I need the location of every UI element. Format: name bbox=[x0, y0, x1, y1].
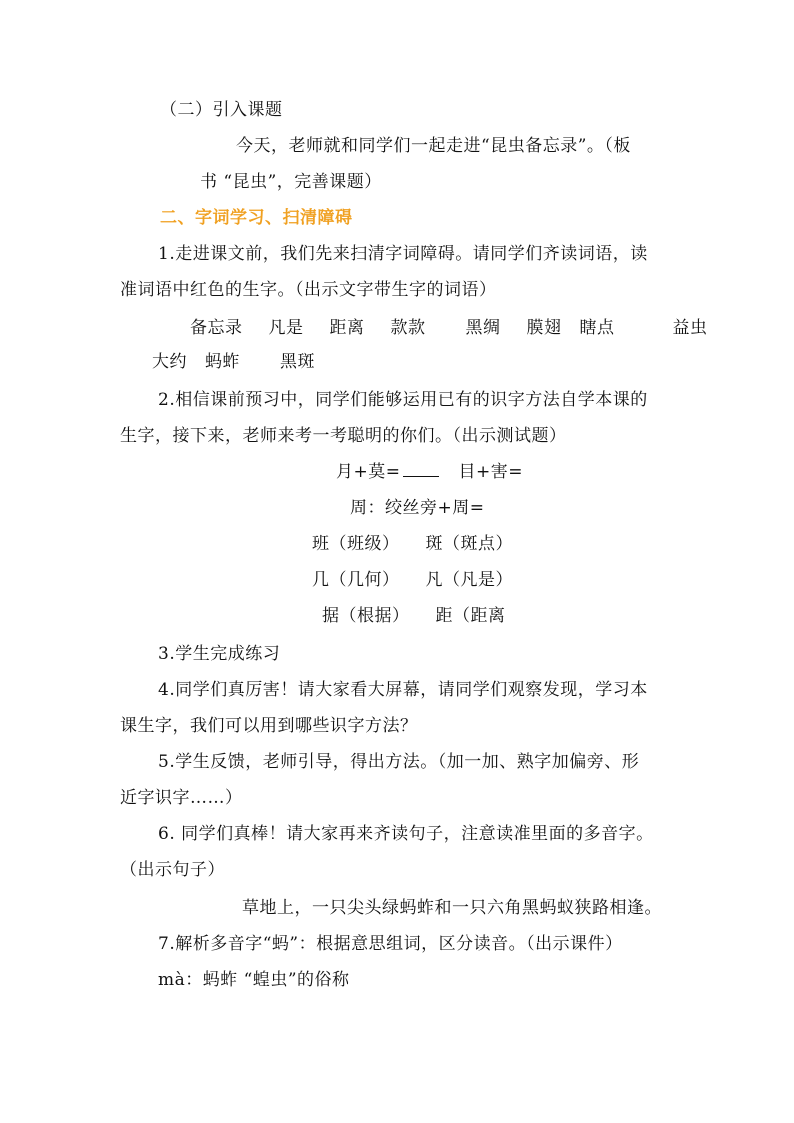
test-question: 月+莫= bbox=[336, 462, 401, 482]
item1-line2: 准词语中红色的生字。（出示文字带生字的词语） bbox=[120, 280, 497, 300]
test-line-4 bbox=[312, 568, 513, 592]
vocab-row-2 bbox=[152, 350, 315, 374]
example-sentence: 草地上，一只尖头绿蚂蚱和一只六角黑蚂蚁狭路相逢。 bbox=[242, 898, 662, 918]
item6-line2: （出示句子） bbox=[120, 860, 225, 880]
item7-pinyin: mà：蚂蚱 “蝗虫”的俗称 bbox=[158, 970, 350, 990]
item4-line1: 4.同学们真厉害！请大家看大屏幕，请同学们观察发现，学习本 bbox=[158, 680, 648, 700]
intro-paragraph-line1: 今天，老师就和同学们一起走进“昆虫备忘录”。（板 bbox=[236, 136, 631, 156]
test-line-2: 周：绞丝旁+周= bbox=[350, 498, 485, 518]
test-line-5 bbox=[322, 604, 506, 628]
item7: 7.解析多音字“蚂”：根据意思组词，区分读音。（出示课件） bbox=[158, 934, 623, 954]
vocab-word: 黑斑 bbox=[280, 352, 315, 372]
item2-line2: 生字，接下来，老师来考一考聪明的你们。（出示测试题） bbox=[120, 426, 567, 446]
item5-line2: 近字识字……） bbox=[120, 788, 243, 808]
item3: 3.学生完成练习 bbox=[158, 644, 281, 664]
item4-line2: 课生字，我们可以用到哪些识字方法？ bbox=[120, 716, 418, 736]
vocab-word: 蚂蚱 bbox=[205, 352, 240, 372]
section-intro-heading: （二）引入课题 bbox=[160, 100, 283, 120]
vocab-word: 距离 bbox=[329, 318, 365, 338]
vocab-word: 款款 bbox=[390, 318, 426, 338]
vocab-word: 凡是 bbox=[268, 318, 304, 338]
test-line-1 bbox=[336, 460, 523, 484]
item2-line1: 2.相信课前预习中，同学们能够运用已有的识字方法自学本课的 bbox=[158, 390, 648, 410]
test-pair: 班（班级） bbox=[312, 534, 400, 554]
vocab-row-1 bbox=[190, 316, 708, 340]
vocab-word: 瞎点 bbox=[579, 318, 615, 338]
answer-blank bbox=[403, 460, 439, 477]
vocab-word: 益虫 bbox=[672, 318, 708, 338]
intro-paragraph-line2: 书 “昆虫”，完善课题） bbox=[200, 172, 382, 192]
test-pair: 斑（斑点） bbox=[425, 534, 513, 554]
vocab-word: 黑绸 bbox=[465, 318, 501, 338]
vocab-word: 大约 bbox=[152, 352, 187, 372]
test-pair: 几（几何） bbox=[312, 570, 400, 590]
test-question: 目+害= bbox=[458, 462, 523, 482]
test-line-3 bbox=[312, 532, 513, 556]
item1-line1: 1.走进课文前，我们先来扫清字词障碍。请同学们齐读词语，读 bbox=[158, 244, 648, 264]
section-two-heading: 二、字词学习、扫清障碍 bbox=[160, 208, 353, 228]
item6-line1: 6. 同学们真棒！请大家再来齐读句子，注意读准里面的多音字。 bbox=[158, 824, 654, 844]
vocab-word: 膜翅 bbox=[526, 318, 562, 338]
test-pair: 凡（凡是） bbox=[425, 570, 513, 590]
test-pair: 距（距离 bbox=[435, 606, 506, 626]
item5-line1: 5.学生反馈，老师引导，得出方法。（加一加、熟字加偏旁、形 bbox=[158, 752, 640, 772]
test-pair: 据（根据） bbox=[322, 606, 410, 626]
vocab-word: 备忘录 bbox=[190, 318, 243, 338]
